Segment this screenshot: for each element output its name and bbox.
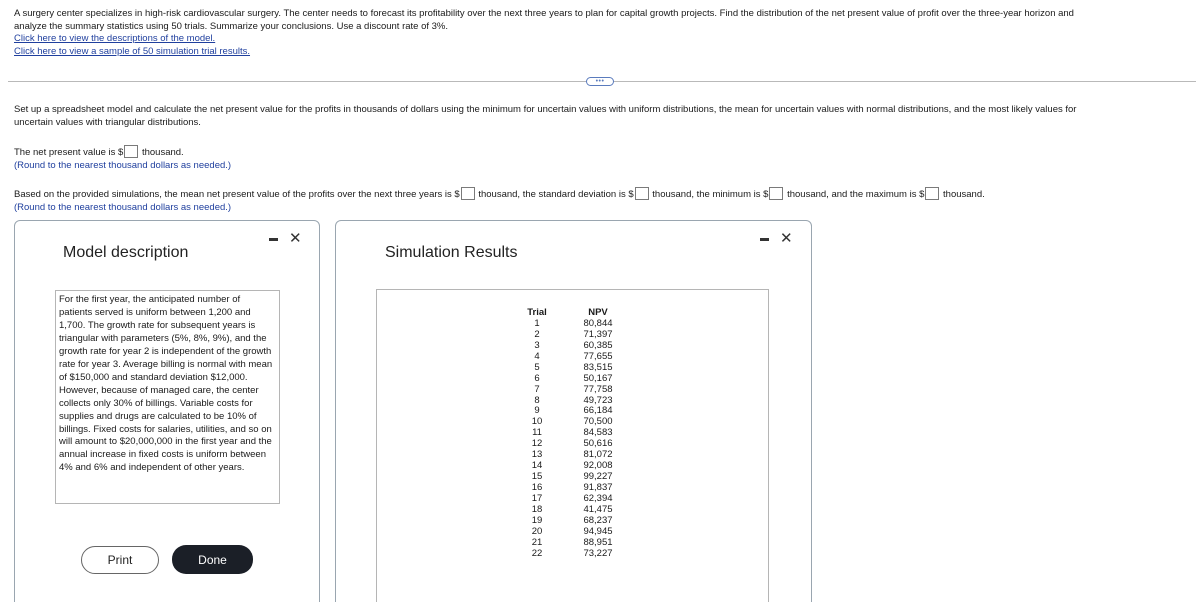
npv-cell: 84,583 [583,427,613,439]
simulation-table [376,289,769,602]
npv-cell: 49,723 [583,394,613,406]
npv-header: NPV [588,307,608,318]
sim-text-3: thousand, the minimum is $ [652,189,769,200]
close-icon[interactable]: ✕ [289,230,302,247]
npv-cell: 88,951 [583,536,613,548]
trial-cell: 20 [531,525,543,537]
round-note-1: (Round to the nearest thousand dollars as needed.) [14,159,232,171]
trial-cell: 13 [531,449,543,461]
trial-cell: 3 [534,339,540,351]
expand-button[interactable] [586,77,614,86]
npv-column [576,308,620,560]
model-description-link[interactable]: Click here to view the descriptions of the model. [14,33,216,44]
npv-cell: 77,758 [583,383,613,395]
trial-cell: 22 [531,547,543,559]
trial-cell: 1 [534,317,540,329]
print-button[interactable]: Print [81,546,159,574]
minimize-icon[interactable] [760,238,769,241]
npv-suffix: thousand. [141,147,184,158]
trial-cell: 6 [534,372,540,384]
npv-cell: 83,515 [583,361,613,373]
trial-cell: 12 [531,438,543,450]
minimum-answer-input[interactable] [769,187,783,200]
intro-line-1: A surgery center specializes in high-risk cardiovascular surgery. The center needs to forecast its profitability over the next three years to plan for capital growth projects. Find the distribution of the net present value of profit over the three-year horizon and [14,8,1074,19]
setup-line-1: Set up a spreadsheet model and calculate the net present value for the profits in thousands of dollars using the minimum for uncertain values with uniform distributions, the mean for uncertain values with normal distributions, and the most likely values for [14,104,1077,115]
sim-panel-title: Simulation Results [385,244,518,261]
npv-cell: 62,394 [583,492,613,504]
trial-cell: 19 [531,514,543,526]
close-icon[interactable]: ✕ [780,230,793,247]
npv-cell: 80,844 [583,317,613,329]
sim-text-1: Based on the provided simulations, the mean net present value of the profits over the next three years is $ [14,189,460,200]
setup-line-2: uncertain values with triangular distributions. [14,116,201,128]
trial-cell: 16 [531,482,543,493]
npv-cell: 50,616 [583,438,613,450]
npv-cell: 94,945 [583,525,613,537]
npv-cell: 91,837 [583,482,613,493]
npv-cell: 73,227 [583,547,613,559]
npv-cell: 68,237 [583,514,613,526]
model-description-text: For the first year, the anticipated number of patients served is uniform between 1,200 and 1,700. The growth rate for subsequent years is triangular with parameters (5%, 8%, 9%), and the growth rate for year 2 is independent of the growth rate for year 3. Average billing is normal with mean of $150,000 and standard deviation $12,000. However, because of managed care, the center collects only 30% of billings. Variable costs for supplies and drugs are calculated to be 10% of billings. Fixed costs for salaries, utilities, and so on will amount to $20,000,000 in the first year and the annual increase in fixed costs is uniform between 4% and 6% and independent of other years. [59,294,273,474]
npv-cell: 77,655 [583,350,613,362]
model-panel-title: Model description [63,244,189,261]
trial-cell: 4 [534,350,540,362]
npv-answer-input[interactable] [124,145,138,158]
trial-cell: 18 [531,503,543,515]
npv-cell: 66,184 [583,405,613,417]
stdev-answer-input[interactable] [635,187,649,200]
trial-cell: 5 [534,361,540,373]
setup-instructions [14,104,1192,129]
minimize-icon[interactable] [269,238,278,241]
trial-cell: 2 [534,328,540,340]
trial-column [520,308,554,560]
ellipsis-icon: ••• [595,77,605,85]
simulation-results-link[interactable]: Click here to view a sample of 50 simulation trial results. [14,45,251,57]
sim-panel-controls [760,232,793,246]
trial-cell: 10 [531,416,543,428]
npv-cell: 92,008 [583,460,613,472]
trial-cell: 9 [534,405,540,417]
npv-question [14,145,231,172]
npv-cell: 60,385 [583,339,613,351]
trial-cell: 21 [531,536,543,548]
intro-line-2: analyze the summary statistics using 50 trials. Summarize your conclusions. Use a discount rate of 3%. [14,20,449,32]
simulation-question [14,187,985,214]
model-panel-controls [269,232,302,246]
sim-text-5: thousand. [943,189,985,200]
trial-cell: 11 [532,427,542,439]
trial-header: Trial [527,307,547,318]
npv-cell: 50,167 [583,372,613,384]
trial-cell: 17 [531,492,543,504]
trial-cell: 7 [534,383,540,395]
trial-cell: 14 [531,460,543,472]
sim-text-4: thousand, and the maximum is $ [787,189,925,200]
model-description-box [55,290,280,504]
npv-cell: 70,500 [583,416,613,428]
maximum-answer-input[interactable] [925,187,939,200]
sim-text-2: thousand, the standard deviation is $ [478,189,634,200]
npv-cell: 71,397 [583,328,613,340]
trial-cell: 15 [531,471,543,483]
npv-cell: 41,475 [583,503,613,515]
question-intro [14,8,1189,58]
npv-cell: 81,072 [583,449,613,461]
mean-answer-input[interactable] [461,187,475,200]
npv-prefix: The net present value is $ [14,147,124,158]
trial-cell: 8 [534,394,540,406]
npv-cell: 99,227 [583,471,613,483]
round-note-2: (Round to the nearest thousand dollars as needed.) [14,201,232,213]
done-button[interactable]: Done [172,545,253,574]
